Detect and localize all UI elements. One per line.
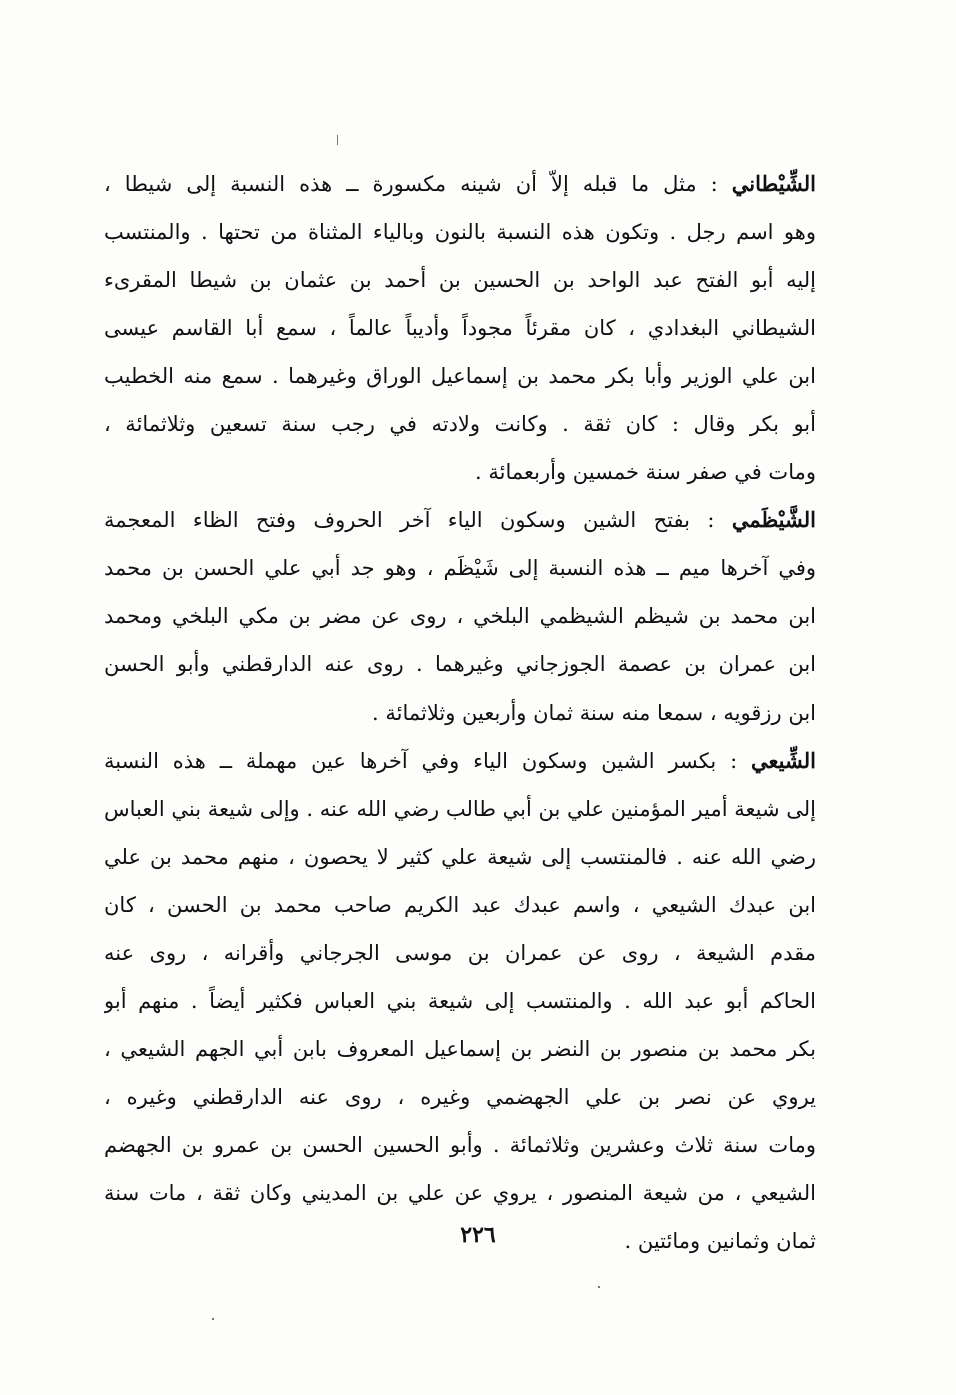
text-line: ومات سنة ثلاث وعشرين وثلاثمائة . وأبو الحسين الحسن بن عمرو بن الجهضم [104,1132,816,1157]
text-line: ابن علي الوزير وأبا بكر محمد بن إسماعيل الوراق وغيرهما . سمع منه الخطيب [104,364,816,389]
text-line: وفي آخرها ميم ــ هذه النسبة إلى شَيْظَم ، وهو جد أبي علي الحسن بن محمد [104,556,816,581]
text-line: وهو اسم رجل . وتكون هذه النسبة بالنون وبالياء المثناة من تحتها . والمنتسب [104,220,816,245]
text-line: ثمان وثمانين ومائتين . [624,1229,816,1254]
scan-speck [212,1318,214,1320]
scan-speck [598,1286,600,1288]
text-line: بكر محمد بن منصور بن النضر بن إسماعيل المعروف بابن أبي الجهم الشيعي ، [104,1036,816,1061]
page-number: ٢٢٦ [460,1222,496,1248]
scan-speck [337,135,338,145]
text-line: ومات في صفر سنة خمسين وأربعمائة . [475,460,816,485]
text-line: أبو بكر وقال : كان ثقة . وكانت ولادته في رجب سنة تسعين وثلاثمائة ، [104,412,816,437]
entry-headword: الشَّيْظَمي [731,507,816,533]
entry-al-shii [104,737,816,1266]
entry-al-shayzami [104,496,816,736]
entry-al-shitani [104,160,816,496]
entry-headword: الشِّيْطاني [731,171,816,196]
text-line [104,496,816,544]
text-line: ابن عمران بن عصمة الجوزجاني وغيرهما . روى عنه الدارقطني وأبو الحسن [104,652,816,677]
entry-headword: الشِّيعي [751,747,816,773]
text-line: ابن محمد بن شيظم الشيظمي البلخي ، روى عن مضر بن مكي البلخي ومحمد [104,604,816,629]
text-line: الشيعي ، من شيعة المنصور ، يروي عن علي بن المديني وكان ثقة ، مات سنة [104,1180,816,1205]
text-line: ابن عبدك الشيعي ، واسم عبدك عبد الكريم صاحب محمد بن الحسن ، كان [104,892,816,917]
text-line: ابن رزقويه ، سمعا منه سنة ثمان وأربعين وثلاثمائة . [372,700,816,725]
line-text: : مثل ما قبله إلاّ أن شينه مكسورة ــ هذه النسبة إلى شيطا ، [104,172,732,196]
line-text: : بفتح الشين وسكون الياء آخر الحروف وفتح الظاء المعجمة [104,508,732,533]
text-line: إلى شيعة أمير المؤمنين علي بن أبي طالب رضي الله عنه . وإلى شيعة بني العباس [104,796,816,821]
text-line: الشيطاني البغدادي ، كان مقرئاً مجوداً وأديباً عالماً ، سمع أبا القاسم عيسى [104,316,816,341]
text-line: مقدم الشيعة ، روى عن عمران بن موسى الجرجاني وأقرانه ، روى عنه [104,940,816,965]
entries-text [104,160,816,1265]
text-line [104,160,816,208]
text-line [104,737,816,785]
text-line: يروي عن نصر بن علي الجهضمي وغيره ، روى عنه الدارقطني وغيره ، [104,1084,816,1109]
text-line: إليه أبو الفتح عبد الواحد بن الحسين بن أحمد بن عثمان بن شيطا المقرىء [104,268,816,293]
text-line: الحاكم أبو عبد الله . والمنتسب إلى شيعة بني العباس فكثير أيضاً . منهم أبو [104,988,816,1013]
text-line: رضي الله عنه . فالمنتسب إلى شيعة علي كثير لا يحصون ، منهم محمد بن علي [104,844,816,869]
line-text: : بكسر الشين وسكون الياء وفي آخرها عين مهملة ــ هذه النسبة [104,748,752,773]
